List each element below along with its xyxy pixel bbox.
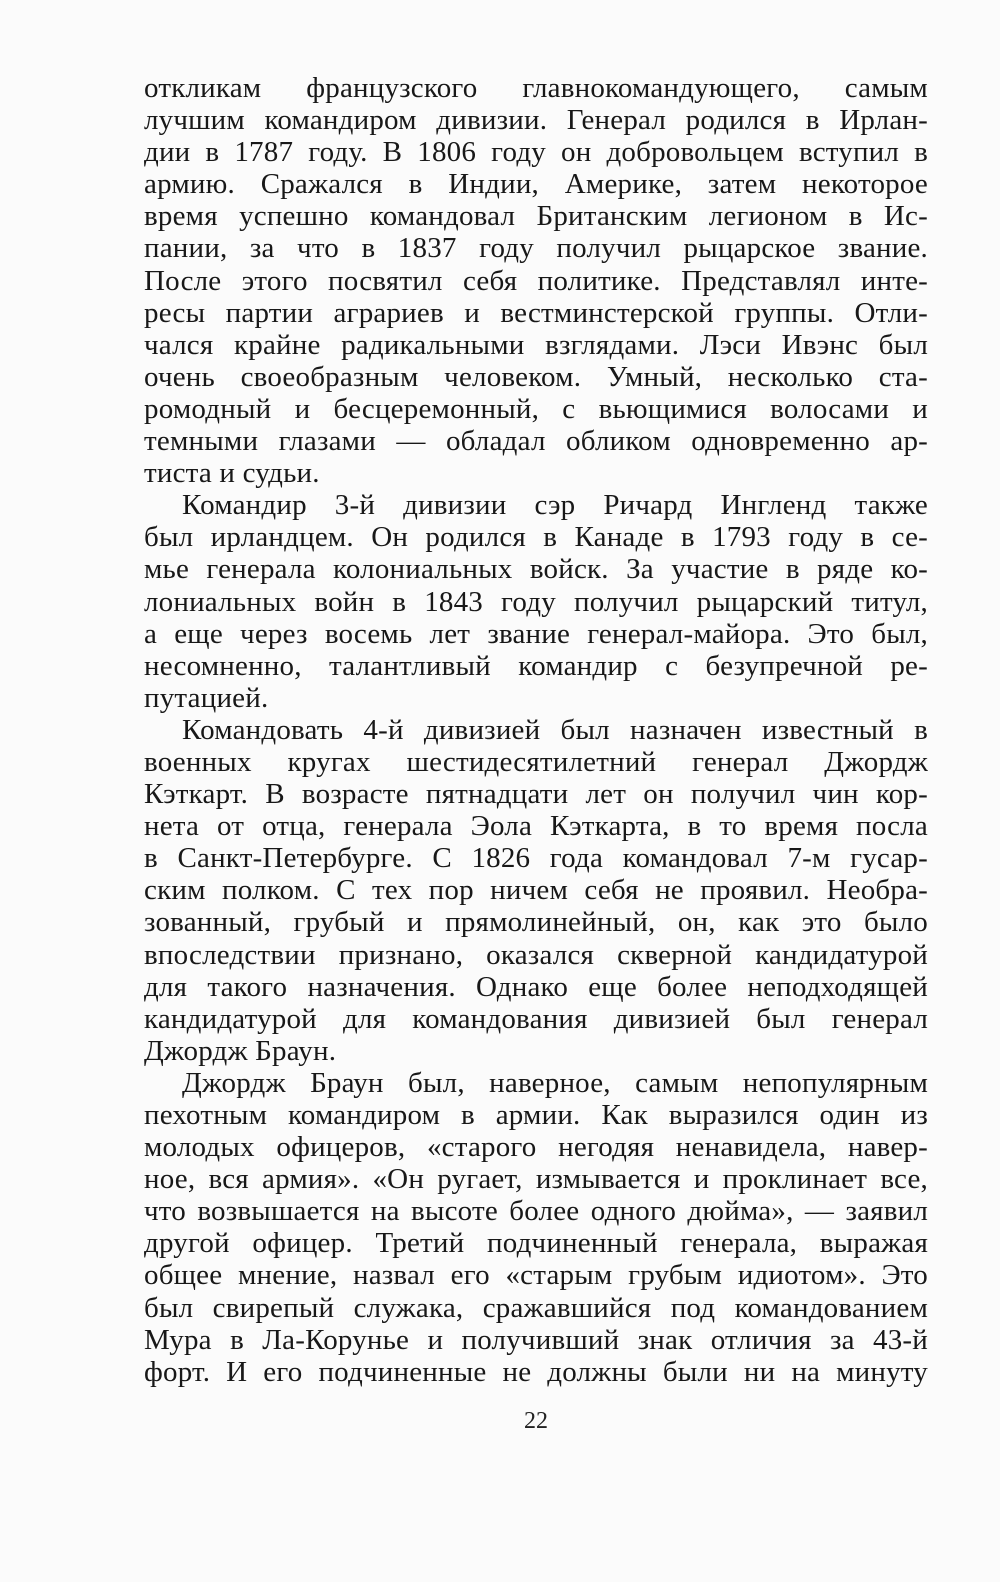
text-line: ским полком. С тех пор ничем себя не проявил. Необра- bbox=[144, 874, 928, 907]
text-line: очень своеобразным человеком. Умный, несколько ста- bbox=[144, 360, 928, 393]
text-line: а еще через восемь лет звание генерал-майора. Это был, bbox=[144, 617, 928, 650]
text-line: ное, вся армия». «Он ругает, измывается и проклинает все, bbox=[144, 1163, 928, 1196]
text-line: в Санкт-Петербурге. С 1826 года командовал 7-м гусар- bbox=[144, 842, 928, 875]
text-line: военных кругах шестидесятилетний генерал Джордж bbox=[144, 745, 928, 778]
text-line: лучшим командиром дивизии. Генерал родился в Ирлан- bbox=[144, 104, 928, 137]
text-line: другой офицер. Третий подчиненный генерала, выражая bbox=[144, 1227, 928, 1260]
text-line: общее мнение, назвал его «старым грубым идиотом». Это bbox=[144, 1259, 928, 1292]
text-line: лониальных войн в 1843 году получил рыцарский титул, bbox=[144, 585, 928, 618]
text-line: откликам французского главнокомандующего, самым bbox=[144, 72, 928, 104]
paragraph-first-line: Командир 3-й дивизии сэр Ричард Ингленд также bbox=[182, 489, 928, 522]
text-line: армию. Сражался в Индии, Америке, затем некоторое bbox=[144, 168, 928, 201]
text-line: нета от отца, генерала Эола Кэткарта, в то время посла bbox=[144, 810, 928, 843]
text-line: Джордж Браун. bbox=[144, 1034, 337, 1067]
text-line: кандидатурой для командования дивизией был генерал bbox=[144, 1002, 928, 1035]
text-line: зованный, грубый и прямолинейный, он, как это было bbox=[144, 906, 928, 939]
text-line: Кэткарт. В возрасте пятнадцати лет он получил чин кор- bbox=[144, 778, 928, 811]
text-line: После этого посвятил себя политике. Представлял инте- bbox=[144, 264, 928, 297]
paragraph-first-line: Командовать 4-й дивизией был назначен известный в bbox=[182, 713, 928, 746]
text-line: несомненно, талантливый командир с безупречной ре- bbox=[144, 649, 928, 682]
text-line: пехотным командиром в армии. Как выразился один из bbox=[144, 1099, 928, 1131]
text-line: молодых офицеров, «старого негодяя ненавидела, навер- bbox=[144, 1131, 928, 1164]
text-line: впоследствии признано, оказался скверной кандидатурой bbox=[144, 938, 928, 971]
paragraph-first-line: Джордж Браун был, наверное, самым непопулярным bbox=[182, 1066, 928, 1099]
text-line: темными глазами — обладал обликом одновременно ар- bbox=[144, 425, 928, 458]
text-line: что возвышается на высоте более одного дюйма», — заявил bbox=[144, 1195, 928, 1228]
text-line: мье генерала колониальных войск. За участие в ряде ко- bbox=[144, 553, 928, 586]
body-text bbox=[144, 72, 928, 1388]
text-line: путацией. bbox=[144, 681, 269, 714]
text-line: пании, за что в 1837 году получил рыцарское звание. bbox=[144, 232, 928, 265]
text-line: был ирландцем. Он родился в Канаде в 1793 году в се- bbox=[144, 521, 928, 554]
text-line: тиста и судьи. bbox=[144, 457, 320, 490]
text-line: ромодный и бесцеремонный, с вьющимися волосами и bbox=[144, 392, 928, 425]
text-line: чался крайне радикальными взглядами. Лэси Ивэнс был bbox=[144, 328, 928, 361]
text-line: ресы партии аграриев и вестминстерской группы. Отли- bbox=[144, 296, 928, 329]
text-line: дии в 1787 году. В 1806 году он добровольцем вступил в bbox=[144, 136, 928, 169]
text-line: форт. И его подчиненные не должны были ни на минуту bbox=[144, 1355, 928, 1388]
text-line: был свирепый служака, сражавшийся под командованием bbox=[144, 1291, 928, 1324]
text-line: время успешно командовал Британским легионом в Ис- bbox=[144, 200, 928, 233]
page-number: 22 bbox=[524, 1408, 548, 1434]
text-line: для такого назначения. Однако еще более неподходящей bbox=[144, 970, 928, 1003]
text-line: Мура в Ла-Корунье и получивший знак отличия за 43-й bbox=[144, 1323, 928, 1356]
